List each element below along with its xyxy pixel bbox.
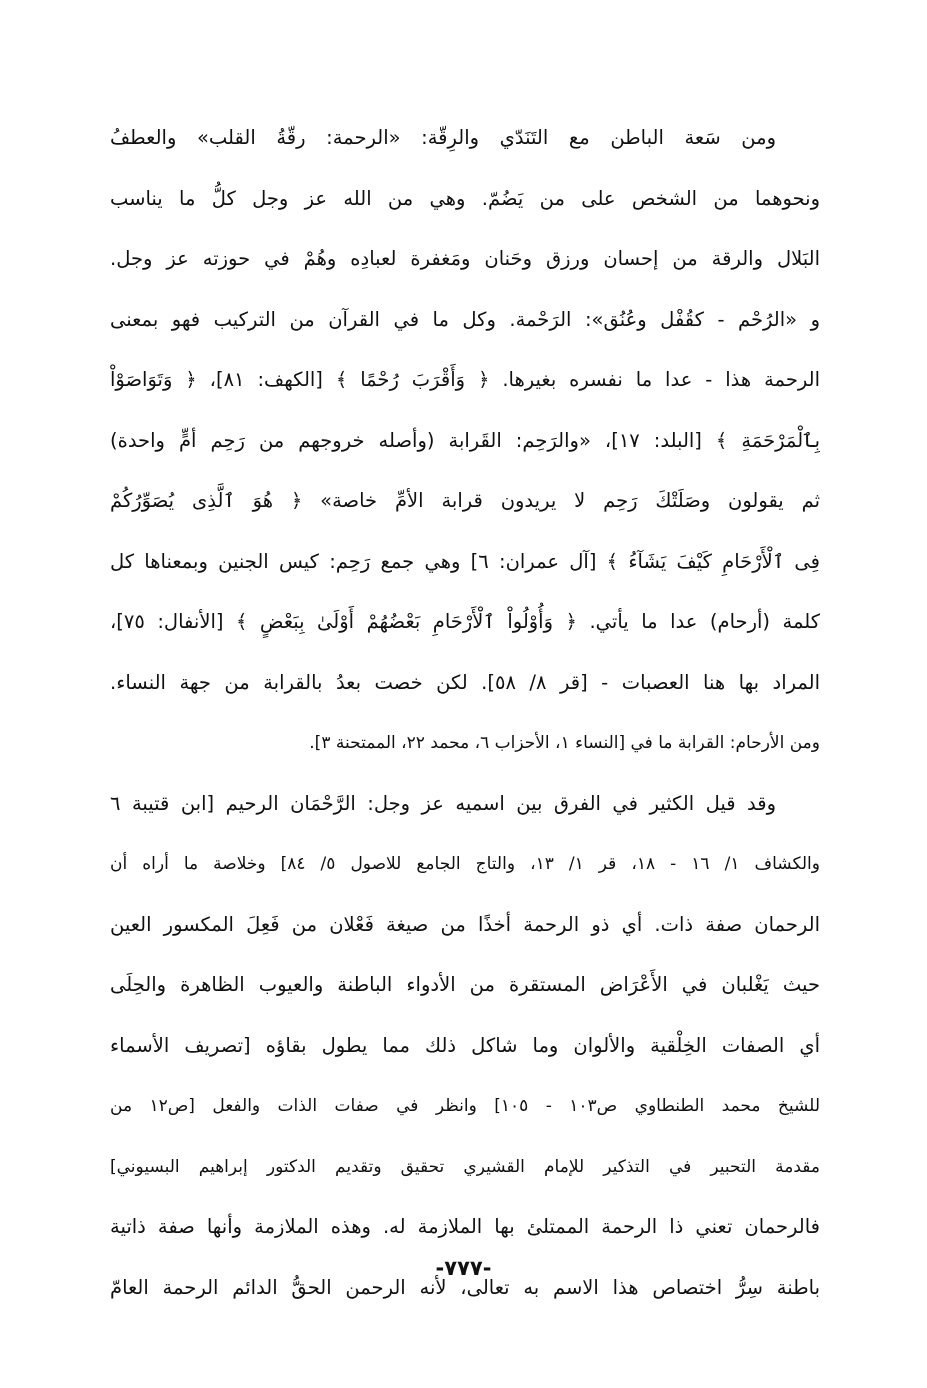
text-line: ونحوهما من الشخص على من يَضُمّ. وهي من الله عز وجل كلُّ ما يناسب	[110, 186, 820, 210]
text-line: وقد قيل الكثير في الفرق بين اسميه عز وجل: الرَّحْمَان الرحيم [ابن قتيبة ٦	[110, 791, 776, 815]
page-number: -٧٧٧-	[435, 1256, 492, 1280]
text-line: بِٱلْمَرْحَمَةِ ﴾ [البلد: ١٧]، «والرَحِم: القَرابة (وأصله خروجهم من رَحِم أمٍّ واحدة)	[110, 428, 820, 452]
text-line: باطنة سِرُّ اختصاص هذا الاسم به تعالى، لأنه الرحمن الحقُّ الدائم الرحمة العامّ	[110, 1275, 820, 1299]
text-line: البَلال والرقة من إحسان ورزق وحَنان ومَغفرة لعبادِه وهُمْ في حوزته عز وجل.	[110, 247, 820, 270]
text-line: و «الرُحْم - كقُفْل وعُنُق»: الرَحْمة. وكل ما في القرآن من التركيب فهو بمعنى	[110, 307, 820, 331]
text-line: للشيخ محمد الطنطاوي ص١٠٣ - ١٠٥] وانظر في صفات الذات والفعل [ص١٢ من	[110, 1096, 820, 1116]
text-line: والكشاف ١/ ١٦ - ١٨، قر ١/ ١٣، والتاج الجامع للاصول ٥/ ٨٤] وخلاصة ما أراه أن	[110, 854, 820, 874]
text-line: المراد بها هنا العصبات - [قر ٨/ ٥٨]. لكن خصت بعدُ بالقرابة من جهة النساء.	[110, 670, 820, 694]
text-line: أي الصفات الخِلْقية والألوان وما شاكل ذلك مما يطول بقاؤه [تصريف الأسماء	[110, 1033, 820, 1057]
text-line: ومن الأرحام: القرابة ما في [النساء ١، الأحزاب ٦، محمد ٢٢، الممتحنة ٣].	[309, 733, 820, 753]
text-line: كلمة (أرحام) عدا ما يأتي. ﴿ وَأُوْلُواْ ٱلْأَرْحَامِ بَعْضُهُمْ أَوْلَىٰ بِبَعْضٍ ﴾ [الأنفال: ٧٥]،	[110, 610, 820, 633]
text-line: فِى ٱلْأَرْحَامِ كَيْفَ يَشَآءُ ﴾ [آل عمران: ٦] وهي جمع رَحِم: كيس الجنين وبمعناها كل	[110, 549, 820, 573]
body-text	[110, 108, 820, 1318]
text-line: الرحمة هذا - عدا ما نفسره بغيرها. ﴿ وَأَقْرَبَ رُحْمًا ﴾ [الكهف: ٨١]، ﴿ وَتَوَاصَوْاْ	[110, 368, 820, 391]
text-line: ومن سَعة الباطن مع التَنَدّي والرِقّة: «الرحمة: رقّةُ القلب» والعطفُ	[110, 126, 776, 149]
text-line: الرحمان صفة ذات. أي ذو الرحمة أخذًا من صيغة فَعْلان من فَعِلَ المكسور العين	[110, 912, 820, 936]
text-line: ثم يقولون وصَلَتْكَ رَحِم لا يريدون قرابة الأمِّ خاصة» ﴿ هُوَ ٱلَّذِى يُصَوِّرُكُمْ	[110, 489, 820, 512]
text-line: فالرحمان تعني ذا الرحمة الممتلئ بها الملازمة له. وهذه الملازمة وأنها صفة ذاتية	[110, 1215, 820, 1238]
text-line: حيث يَغْلبان في الأَعْرَاض المستقرة من الأدواء الباطنة والعيوب الظاهرة والحِلَى	[110, 973, 820, 996]
text-line: مقدمة التحبير في التذكير للإمام القشيري تحقيق وتقديم الدكتور إبراهيم البسيوني]	[110, 1156, 820, 1177]
